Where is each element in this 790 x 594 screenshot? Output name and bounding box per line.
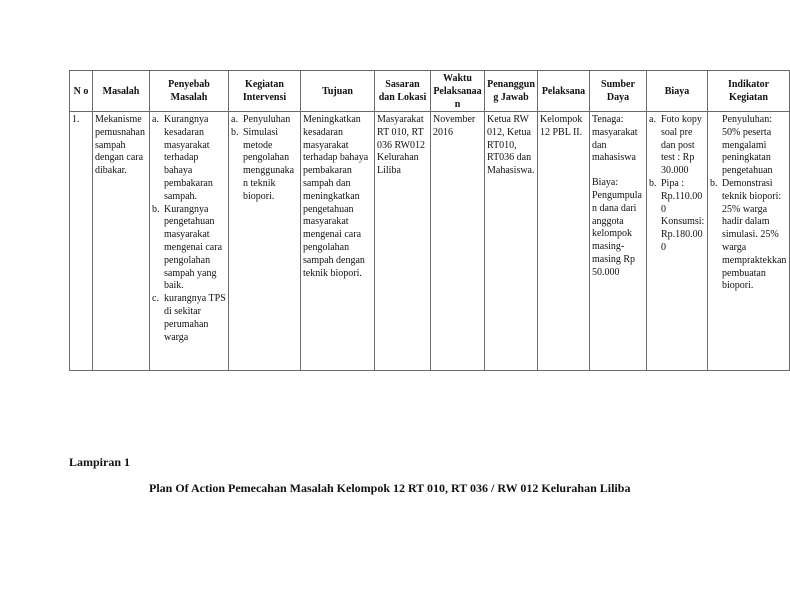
cell-pelaksana: Kelompok 12 PBL II. (538, 112, 590, 371)
list-item: Penyuluhan: 50% peserta mengalami peningkatan pengetahuan (722, 114, 773, 177)
list-item: Konsumsi: Rp.180.000 (661, 216, 705, 253)
list-item: c. kurangnya TPS di sekitar perumahan warga (152, 293, 226, 343)
table-header-row (70, 71, 790, 112)
cell-waktu: November 2016 (431, 112, 485, 371)
cell-tujuan: Meningkatkan kesadaran masyarakat terhadap bahaya pembakaran sampah dan meningkatkan pengetahuan masyarakat mengenai cara pengolahan sampah dengan teknik biopori. (301, 112, 375, 371)
list-item: a. Kurangnya kesadaran masyarakat terhadap bahaya pembakaran sampah. (152, 114, 213, 202)
sumber-biaya: Biaya: Pengumpulan dana dari anggota kelompok masing-masing Rp 50.000 (592, 177, 642, 278)
header-penanggung-jawab: Penanggung Jawab (485, 71, 538, 112)
header-no: N o (70, 71, 93, 112)
header-kegiatan: Kegiatan Intervensi (229, 71, 301, 112)
header-tujuan: Tujuan (301, 71, 375, 112)
header-sumber-daya: Sumber Daya (590, 71, 647, 112)
cell-sumber-daya (590, 112, 647, 371)
list-item: b. Demonstrasi teknik biopori: 25% warga hadir dalam simulasi. 25% warga mempraktekkan pembuatan biopori. (710, 177, 787, 292)
cell-biaya (647, 112, 708, 371)
header-penyebab: Penyebab Masalah (150, 71, 229, 112)
header-biaya: Biaya (647, 71, 708, 112)
header-indikator: Indikator Kegiatan (708, 71, 790, 112)
header-pelaksana: Pelaksana (538, 71, 590, 112)
list-item: b. Simulasi metode pengolahan menggunakan teknik biopori. (231, 126, 295, 202)
list-item: a. Penyuluhan (231, 114, 291, 125)
list-item: b. Kurangnya pengetahuan masyarakat mengenai cara pengolahan sampah yang baik. (152, 203, 223, 292)
document-title: Plan Of Action Pemecahan Masalah Kelompok 12 RT 010, RT 036 / RW 012 Kelurahan Liliba (149, 481, 631, 495)
header-masalah: Masalah (93, 71, 150, 112)
list-item: a. Foto kopy soal pre dan post test : Rp 30.000 (649, 114, 702, 177)
cell-penyebab (150, 112, 229, 371)
cell-masalah (93, 112, 150, 371)
cell-kegiatan (229, 112, 301, 371)
cell-indikator (708, 112, 790, 371)
cell-sasaran: Masyarakat RT 010, RT 036 RW012 Kelurahan Liliba (375, 112, 431, 371)
sumber-tenaga: Tenaga: masyarakat dan mahasiswa (592, 114, 638, 164)
list-item: b. Pipa : Rp.110.000 (649, 177, 703, 215)
lampiran-label: Lampiran 1 (69, 455, 131, 469)
cell-no: 1. (70, 112, 93, 371)
cell-penanggung-jawab: Ketua RW 012, Ketua RT010, RT036 dan Mahasiswa. (485, 112, 538, 371)
header-waktu: Waktu Pelaksanaan (431, 71, 485, 112)
header-sasaran: Sasaran dan Lokasi (375, 71, 431, 112)
masalah-text: Mekanisme pemusnahan sampah dengan cara dibakar. (95, 114, 145, 177)
plan-of-action-table (69, 70, 790, 371)
table-row (70, 112, 790, 371)
